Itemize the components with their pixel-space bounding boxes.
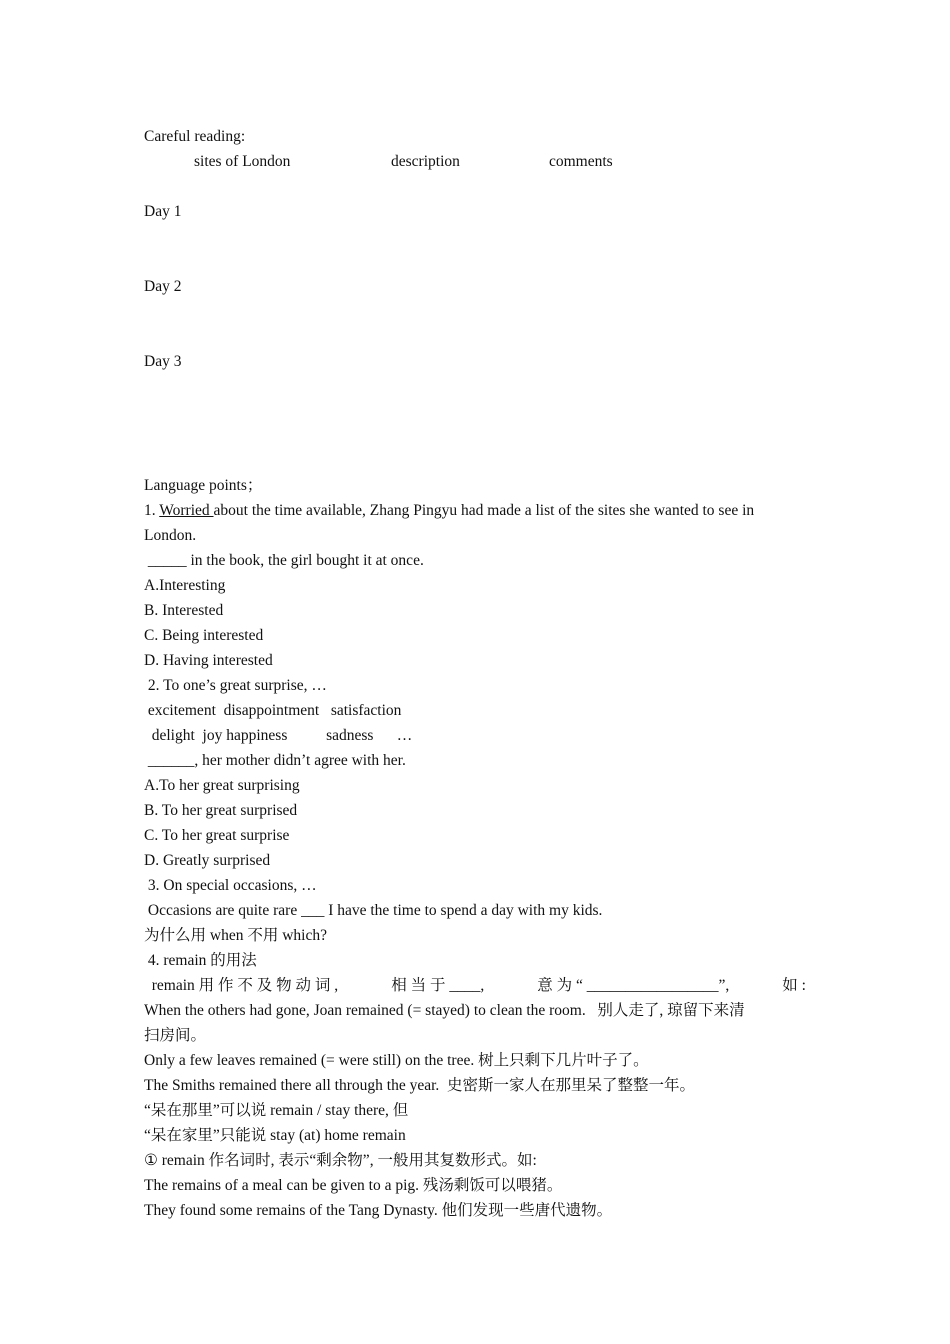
note-1: “呆在那里”可以说 remain / stay there, 但 bbox=[144, 1102, 409, 1119]
point-3-example: Occasions are quite rare ___ I have the time to spend a day with my kids. bbox=[144, 902, 603, 919]
point-4-usage-part-1: remain 用 作 不 及 物 动 词 , bbox=[144, 977, 339, 994]
question-1-option-a: A.Interesting bbox=[144, 577, 226, 594]
careful-reading-heading: Careful reading: bbox=[144, 128, 246, 145]
example-5: They found some remains of the Tang Dynasty. 他们发现一些唐代遗物。 bbox=[144, 1202, 613, 1219]
question-1-option-c: C. Being interested bbox=[144, 627, 264, 644]
question-1: _____ in the book, the girl bought it at once. bbox=[144, 552, 424, 569]
noun-usage: ① remain 作名词时, 表示“剩余物”, 一般用其复数形式。如: bbox=[144, 1152, 537, 1169]
point-3-question: 为什么用 when 不用 which? bbox=[144, 927, 327, 944]
column-sites: sites of London bbox=[194, 153, 291, 170]
day-2-label: Day 2 bbox=[144, 278, 182, 295]
language-points-heading: Language points； bbox=[144, 477, 263, 494]
question-1-option-d: D. Having interested bbox=[144, 652, 273, 669]
point-2-heading: 2. To one’s great surprise, … bbox=[144, 677, 327, 694]
day-3-label: Day 3 bbox=[144, 353, 182, 370]
column-description: description bbox=[391, 153, 460, 170]
point-1-text: about the time available, Zhang Pingyu had made a list of the sites she wanted to see in bbox=[213, 502, 755, 519]
point-4-heading: 4. remain 的用法 bbox=[144, 952, 257, 969]
point-2-words-line-1: excitement disappointment satisfaction bbox=[144, 702, 402, 719]
example-1: When the others had gone, Joan remained (= stayed) to clean the room. 别人走了, 琼留下来清 bbox=[144, 1002, 745, 1019]
example-3: The Smiths remained there all through the year. 史密斯一家人在那里呆了整整一年。 bbox=[144, 1077, 696, 1094]
example-2: Only a few leaves remained (= were still) on the tree. 树上只剩下几片叶子了。 bbox=[144, 1052, 649, 1069]
point-1-continuation: London. bbox=[144, 527, 197, 544]
point-1-keyword: Worried bbox=[159, 502, 214, 519]
point-3-heading: 3. On special occasions, … bbox=[144, 877, 317, 894]
question-2-option-c: C. To her great surprise bbox=[144, 827, 290, 844]
example-1-continuation: 扫房间。 bbox=[144, 1027, 207, 1044]
point-1-sentence bbox=[144, 501, 754, 521]
point-4-usage bbox=[144, 976, 806, 996]
question-2-option-a: A.To her great surprising bbox=[144, 777, 300, 794]
column-comments: comments bbox=[549, 153, 613, 170]
point-4-usage-part-3: 意 为 “ _________________”, bbox=[537, 977, 730, 994]
question-2-option-b: B. To her great surprised bbox=[144, 802, 298, 819]
question-1-option-b: B. Interested bbox=[144, 602, 224, 619]
example-4: The remains of a meal can be given to a pig. 残汤剩饭可以喂猪。 bbox=[144, 1177, 563, 1194]
note-2: “呆在家里”只能说 stay (at) home remain bbox=[144, 1127, 406, 1144]
question-2-option-d: D. Greatly surprised bbox=[144, 852, 271, 869]
point-4-usage-part-2: 相 当 于 ____, bbox=[391, 977, 485, 994]
day-1-label: Day 1 bbox=[144, 203, 182, 220]
point-1-number: 1. bbox=[144, 502, 160, 519]
point-2-words-line-2: delight joy happiness sadness … bbox=[144, 727, 413, 744]
point-4-usage-part-4: 如 : bbox=[782, 977, 806, 994]
question-2: ______, her mother didn’t agree with her. bbox=[144, 752, 406, 769]
